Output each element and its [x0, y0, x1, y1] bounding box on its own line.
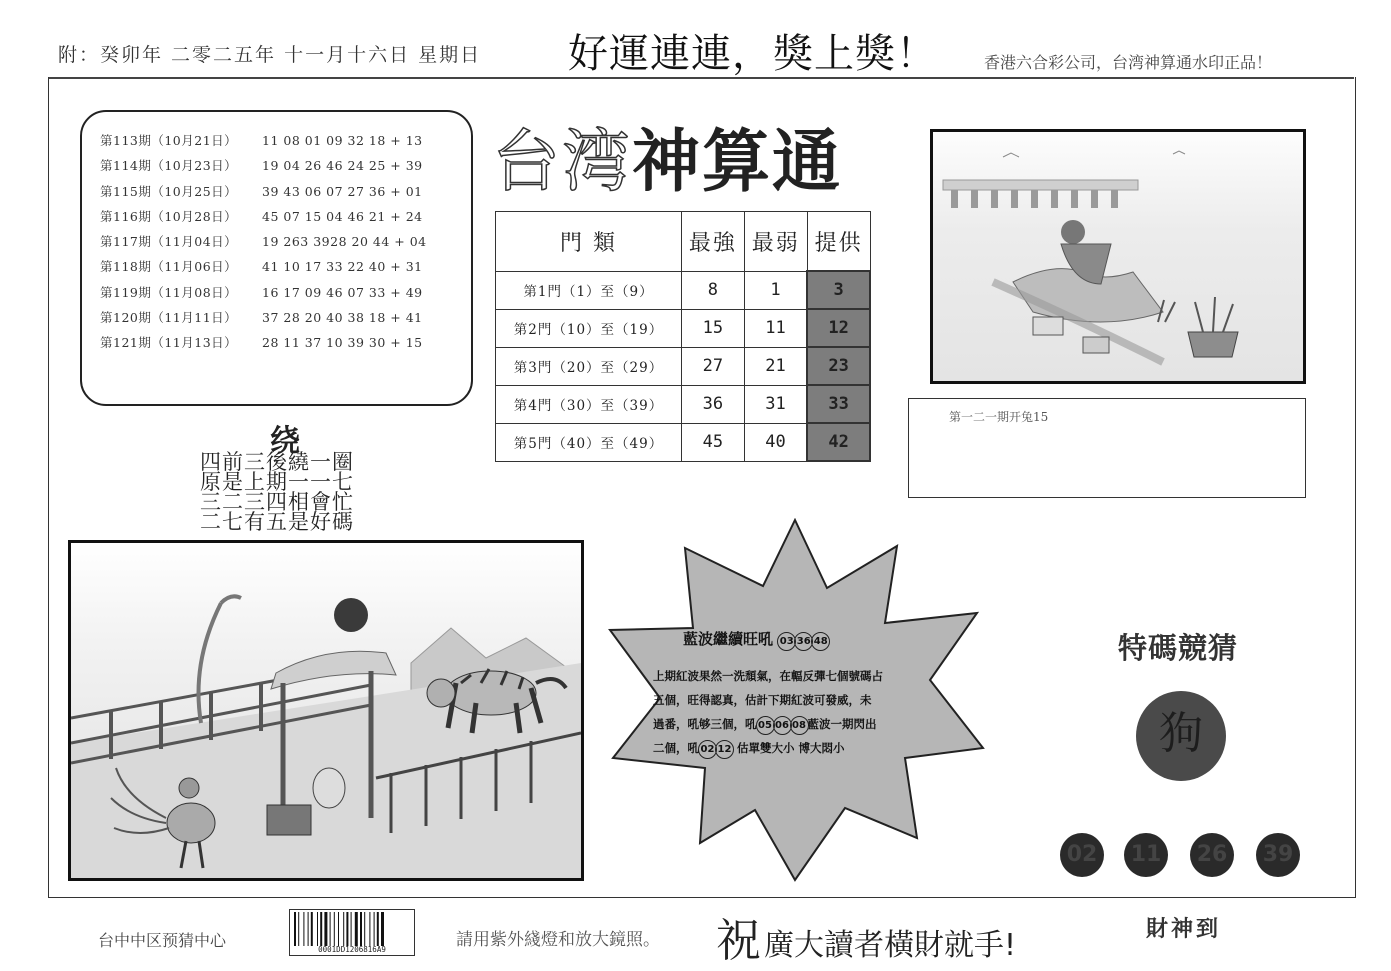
- star-text-num: 08: [790, 716, 809, 735]
- zodiac-ball: 狗: [1136, 691, 1226, 781]
- door-table: [495, 211, 871, 462]
- door-name: 第5門（40）至（49）: [496, 423, 682, 461]
- barcode-bar: [311, 912, 313, 946]
- history-row: [100, 128, 471, 153]
- history-numbers: 11 08 01 09 32 18 + 13: [262, 133, 423, 148]
- door-name: 第3門（20）至（29）: [496, 347, 682, 385]
- door-provide: 12: [807, 309, 870, 347]
- barcode-bar: [343, 912, 344, 946]
- door-table-row: [496, 423, 871, 461]
- door-name: 第1門（1）至（9）: [496, 271, 682, 309]
- door-strong: 8: [682, 271, 745, 309]
- star-text-num: 05: [756, 716, 775, 735]
- door-weak: 1: [744, 271, 807, 309]
- barcode-bar: [355, 912, 358, 946]
- barcode-bar: [308, 912, 309, 946]
- door-provide: 23: [807, 347, 870, 385]
- history-period: 第113期（10月21日）: [100, 133, 238, 148]
- door-table-body: [496, 271, 871, 461]
- barcode-bar: [346, 912, 348, 946]
- history-row: [100, 305, 471, 330]
- door-weak: 11: [744, 309, 807, 347]
- guess-number-ball: 11: [1124, 833, 1168, 877]
- door-weak: 31: [744, 385, 807, 423]
- barcode-bar: [330, 912, 331, 946]
- barcode-bar: [294, 912, 296, 946]
- history-period: 第120期（11月11日）: [100, 310, 238, 326]
- note-box: [908, 398, 1306, 498]
- history-numbers: 19 04 26 46 24 25 + 39: [262, 158, 423, 174]
- history-period: 第116期（10月28日）: [100, 208, 238, 224]
- door-weak: 40: [744, 423, 807, 461]
- barcode-bar: [303, 912, 304, 946]
- door-table-row: [496, 347, 871, 385]
- footer-uv-note: 請用紫外綫燈和放大鏡照。: [456, 930, 660, 950]
- barcode-bar: [381, 912, 384, 946]
- starburst-panel: [605, 518, 985, 883]
- history-numbers: 39 43 06 07 27 36 + 01: [262, 183, 423, 199]
- history-numbers: 16 17 09 46 07 33 + 49: [262, 284, 423, 300]
- poem-line: 三二三四相會忙: [200, 490, 354, 514]
- footer-wish: 廣大讀者橫財就手!: [764, 928, 1017, 963]
- door-table-header-provide: 提供: [807, 212, 870, 272]
- guess-number-ball: 26: [1190, 833, 1234, 877]
- history-period: 第121期（11月13日）: [100, 335, 238, 351]
- history-row: [100, 254, 471, 279]
- door-strong: 36: [682, 385, 745, 423]
- door-strong: 27: [682, 347, 745, 385]
- history-numbers: 45 07 15 04 46 21 + 24: [262, 208, 423, 224]
- header-slogan: 好運連連，獎上獎！: [568, 31, 937, 77]
- star-headline-text: 藍波繼續旺吼: [683, 630, 774, 648]
- star-text-line-4: [653, 740, 845, 759]
- footer-god: 財神到: [1146, 916, 1222, 942]
- door-weak: 21: [744, 347, 807, 385]
- star-text-line-3b: 藍波一期閃出: [807, 717, 877, 731]
- history-list: [82, 112, 471, 356]
- star-text-line-3a: 過番，吼够三個，吼: [653, 717, 757, 731]
- history-row: [100, 179, 471, 204]
- barcode-bar: [320, 912, 322, 946]
- star-text-line-4b: 估單雙大小 博大悶小: [737, 741, 845, 755]
- door-provide: 3: [807, 271, 870, 309]
- barcode-bar: [351, 912, 352, 946]
- scholar-illustration-svg: [933, 132, 1303, 381]
- note-box-text: 第一二一期开兔15: [949, 410, 1049, 424]
- barcode-bar: [364, 912, 365, 946]
- door-provide: 42: [807, 423, 870, 461]
- barcode-bar: [377, 912, 379, 946]
- star-headline-num: 36: [794, 632, 813, 651]
- history-period: 第114期（10月23日）: [100, 158, 238, 174]
- door-table-row: [496, 271, 871, 309]
- footer-center-name: 台中中区预猜中心: [98, 931, 227, 950]
- history-panel: [80, 110, 473, 406]
- door-table-header-strong: 最強: [682, 212, 745, 272]
- barcode-bar: [334, 912, 335, 946]
- door-table-row: [496, 385, 871, 423]
- history-row: [100, 153, 471, 178]
- scholar-illustration: [930, 129, 1306, 384]
- tiger-rooster-illustration: [68, 540, 584, 881]
- star-text-num: 12: [715, 740, 734, 759]
- guess-number-ball: 39: [1256, 833, 1300, 877]
- history-numbers: 41 10 17 33 22 40 + 31: [262, 259, 423, 275]
- star-text-line-2: 五個，旺得認真，估計下期紅波可發威，未: [653, 693, 872, 707]
- poem-title: 绕: [270, 424, 300, 459]
- history-row: [100, 229, 471, 254]
- barcode: [289, 909, 415, 956]
- door-table-header-row: [496, 212, 871, 272]
- poem-line: 二七有五是好碼: [200, 510, 354, 534]
- brand-title-light: 台湾: [492, 123, 633, 202]
- star-headline-num: 48: [811, 632, 830, 651]
- history-period: 第115期（10月25日）: [100, 183, 238, 199]
- barcode-bars: [290, 912, 414, 946]
- tiger-rooster-illustration-svg: [71, 543, 581, 878]
- star-text-line-4a: 二個，吼: [653, 741, 699, 755]
- star-text-line-3: [653, 716, 877, 735]
- poem-line: 四前三後繞一圈: [200, 450, 354, 474]
- poem-line: 原是上期一一七: [200, 470, 354, 494]
- barcode-bar: [317, 912, 318, 946]
- barcode-bar: [360, 912, 362, 946]
- barcode-bar: [374, 912, 375, 946]
- barcode-bar: [298, 912, 299, 946]
- history-row: [100, 330, 471, 355]
- door-provide: 33: [807, 385, 870, 423]
- door-name: 第4門（30）至（39）: [496, 385, 682, 423]
- history-period: 第118期（11月06日）: [100, 259, 238, 275]
- barcode-bar: [369, 912, 370, 946]
- brand-title: [492, 108, 842, 205]
- history-row: [100, 280, 471, 305]
- guess-number-ball: 02: [1060, 833, 1104, 877]
- brand-title-bold: 神算通: [632, 122, 843, 202]
- star-text-num: 02: [698, 740, 717, 759]
- barcode-bar: [338, 912, 339, 946]
- history-numbers: 19 263 3928 20 44 + 04: [262, 234, 427, 250]
- door-name: 第2門（10）至（19）: [496, 309, 682, 347]
- star-headline: [683, 628, 829, 651]
- star-headline-num: 03: [777, 632, 796, 651]
- barcode-number: 0001DD1206816A9: [318, 945, 386, 954]
- door-table-header-door: 門 類: [496, 212, 682, 272]
- star-text-line-1: 上期紅波果然一洗頹氣，在輻反彈七個號碼占: [653, 669, 883, 683]
- door-table-header-weak: 最弱: [744, 212, 807, 272]
- footer-zhu: 祝: [716, 914, 762, 967]
- special-guess-title: 特碼競猜: [1118, 631, 1239, 665]
- history-row: [100, 204, 471, 229]
- door-strong: 15: [682, 309, 745, 347]
- door-strong: 45: [682, 423, 745, 461]
- history-period: 第119期（11月08日）: [100, 284, 238, 300]
- history-numbers: 28 11 37 10 39 30 + 15: [262, 335, 423, 351]
- barcode-bar: [324, 912, 327, 946]
- history-numbers: 37 28 20 40 38 18 + 41: [262, 310, 423, 326]
- poem: [200, 452, 354, 532]
- header-date-line: 附：癸卯年 二零二五年 十一月十六日 星期日: [58, 44, 482, 66]
- history-period: 第117期（11月04日）: [100, 234, 238, 250]
- header-company-line: 香港六合彩公司，台湾神算通水印正品！: [984, 53, 1273, 72]
- star-text-num: 06: [773, 716, 792, 735]
- door-table-row: [496, 309, 871, 347]
